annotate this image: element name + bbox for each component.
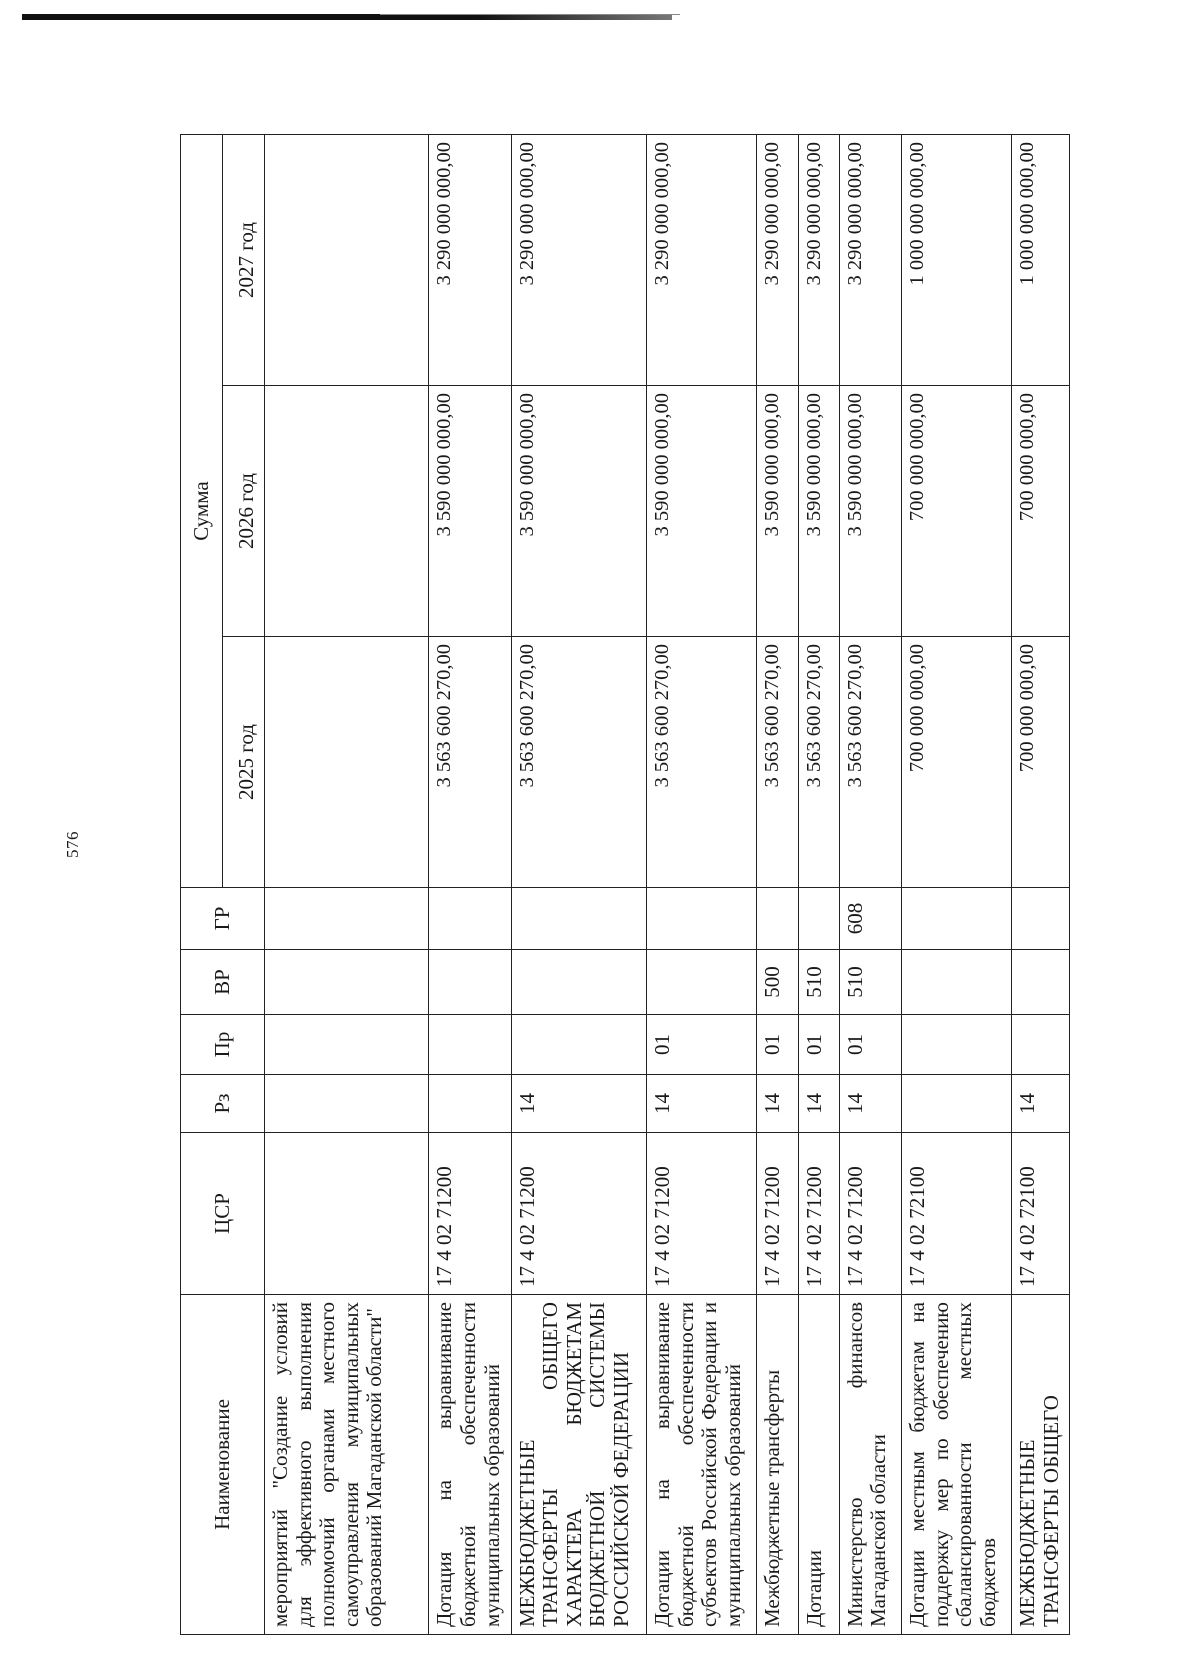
cell-amount-2027: 3 290 000 000,00 bbox=[511, 134, 647, 385]
cell-gr bbox=[902, 888, 1012, 950]
table-row bbox=[757, 134, 798, 1634]
cell-amount-2027: 1 000 000 000,00 bbox=[1012, 134, 1070, 385]
cell-name: Дотации местным бюджетам на поддержку мер по обеспечению сбалансированности местных бюджетов bbox=[902, 1295, 1012, 1635]
cell-rz: 14 bbox=[839, 1075, 902, 1133]
header-row-1 bbox=[181, 134, 223, 1634]
cell-amount-2026: 700 000 000,00 bbox=[1012, 386, 1070, 637]
cell-rz: 14 bbox=[511, 1075, 647, 1133]
cell-rz: 14 bbox=[647, 1075, 757, 1133]
cell-amount-2026: 700 000 000,00 bbox=[902, 386, 1012, 637]
cell-gr bbox=[265, 888, 429, 950]
cell-amount-2027: 3 290 000 000,00 bbox=[757, 134, 798, 385]
cell-rz bbox=[265, 1075, 429, 1133]
cell-vr: 500 bbox=[757, 950, 798, 1015]
budget-table bbox=[180, 134, 1070, 1635]
cell-vr bbox=[511, 950, 647, 1015]
cell-pr: 01 bbox=[647, 1015, 757, 1075]
table-row bbox=[429, 134, 511, 1634]
cell-csr: 17 4 02 71200 bbox=[429, 1133, 511, 1295]
cell-amount-2025: 700 000 000,00 bbox=[902, 637, 1012, 888]
header-year-2027: 2027 год bbox=[223, 134, 265, 385]
cell-gr bbox=[1012, 888, 1070, 950]
cell-gr bbox=[798, 888, 839, 950]
cell-amount-2025: 3 563 600 270,00 bbox=[647, 637, 757, 888]
cell-rz: 14 bbox=[1012, 1075, 1070, 1133]
cell-rz: 14 bbox=[798, 1075, 839, 1133]
table-row bbox=[647, 134, 757, 1634]
cell-amount-2027: 3 290 000 000,00 bbox=[798, 134, 839, 385]
cell-amount-2025 bbox=[265, 637, 429, 888]
cell-rz: 14 bbox=[757, 1075, 798, 1133]
rotated-table-container bbox=[180, 135, 1070, 1635]
cell-rz bbox=[902, 1075, 1012, 1133]
cell-csr: 17 4 02 71200 bbox=[839, 1133, 902, 1295]
page-number: 576 bbox=[63, 831, 82, 858]
cell-vr bbox=[429, 950, 511, 1015]
cell-vr bbox=[647, 950, 757, 1015]
cell-name: Межбюджетные трансферты bbox=[757, 1295, 798, 1635]
cell-name: Дотация на выравнивание бюджетной обеспеченности муниципальных образований bbox=[429, 1295, 511, 1635]
header-csr: ЦСР bbox=[181, 1133, 265, 1295]
cell-amount-2025: 3 563 600 270,00 bbox=[511, 637, 647, 888]
cell-csr: 17 4 02 72100 bbox=[1012, 1133, 1070, 1295]
cell-pr bbox=[1012, 1015, 1070, 1075]
cell-pr bbox=[902, 1015, 1012, 1075]
header-year-2025: 2025 год bbox=[223, 637, 265, 888]
scan-edge-line bbox=[380, 14, 680, 15]
cell-amount-2027 bbox=[265, 134, 429, 385]
header-name: Наименование bbox=[181, 1295, 265, 1635]
cell-amount-2026: 3 590 000 000,00 bbox=[647, 386, 757, 637]
cell-csr: 17 4 02 71200 bbox=[511, 1133, 647, 1295]
header-year-2026: 2026 год bbox=[223, 386, 265, 637]
header-rz: Рз bbox=[181, 1075, 265, 1133]
cell-amount-2027: 1 000 000 000,00 bbox=[902, 134, 1012, 385]
cell-amount-2027: 3 290 000 000,00 bbox=[429, 134, 511, 385]
header-pr: Пр bbox=[181, 1015, 265, 1075]
cell-csr: 17 4 02 72100 bbox=[902, 1133, 1012, 1295]
cell-amount-2026: 3 590 000 000,00 bbox=[839, 386, 902, 637]
cell-pr bbox=[511, 1015, 647, 1075]
cell-vr bbox=[265, 950, 429, 1015]
cell-amount-2026: 3 590 000 000,00 bbox=[511, 386, 647, 637]
cell-amount-2025: 3 563 600 270,00 bbox=[429, 637, 511, 888]
header-vr: ВР bbox=[181, 950, 265, 1015]
header-gr: ГР bbox=[181, 888, 265, 950]
table-row bbox=[265, 134, 429, 1634]
cell-name: МЕЖБЮДЖЕТНЫЕ ТРАНСФЕРТЫ ОБЩЕГО ХАРАКТЕРА БЮДЖЕТАМ БЮДЖЕТНОЙ СИСТЕМЫ РОССИЙСКОЙ ФЕДЕРАЦИИ bbox=[511, 1295, 647, 1635]
cell-amount-2027: 3 290 000 000,00 bbox=[647, 134, 757, 385]
cell-pr: 01 bbox=[839, 1015, 902, 1075]
cell-gr bbox=[511, 888, 647, 950]
cell-csr: 17 4 02 71200 bbox=[757, 1133, 798, 1295]
cell-amount-2025: 3 563 600 270,00 bbox=[798, 637, 839, 888]
cell-gr bbox=[429, 888, 511, 950]
cell-vr bbox=[902, 950, 1012, 1015]
cell-amount-2025: 3 563 600 270,00 bbox=[839, 637, 902, 888]
cell-pr: 01 bbox=[757, 1015, 798, 1075]
cell-name: МЕЖБЮДЖЕТНЫЕ ТРАНСФЕРТЫ ОБЩЕГО bbox=[1012, 1295, 1070, 1635]
cell-pr bbox=[429, 1015, 511, 1075]
table-row bbox=[511, 134, 647, 1634]
cell-amount-2025: 700 000 000,00 bbox=[1012, 637, 1070, 888]
cell-name: Дотации bbox=[798, 1295, 839, 1635]
cell-amount-2026: 3 590 000 000,00 bbox=[757, 386, 798, 637]
cell-amount-2027: 3 290 000 000,00 bbox=[839, 134, 902, 385]
header-sum: Сумма bbox=[181, 134, 223, 887]
cell-csr bbox=[265, 1133, 429, 1295]
cell-name: мероприятий "Создание условий для эффективного выполнения полномочий органами местного самоуправления муниципальных образований Магаданской области" bbox=[265, 1295, 429, 1635]
cell-csr: 17 4 02 71200 bbox=[647, 1133, 757, 1295]
table-row bbox=[839, 134, 902, 1634]
table-body bbox=[265, 134, 1070, 1634]
cell-name: Дотации на выравнивание бюджетной обеспеченности субъектов Российской Федерации и муниципальных образований bbox=[647, 1295, 757, 1635]
cell-amount-2026 bbox=[265, 386, 429, 637]
table-row bbox=[798, 134, 839, 1634]
table-row bbox=[902, 134, 1012, 1634]
cell-amount-2026: 3 590 000 000,00 bbox=[429, 386, 511, 637]
cell-pr bbox=[265, 1015, 429, 1075]
cell-gr bbox=[647, 888, 757, 950]
table-row bbox=[1012, 134, 1070, 1634]
cell-csr: 17 4 02 71200 bbox=[798, 1133, 839, 1295]
cell-rz bbox=[429, 1075, 511, 1133]
cell-vr: 510 bbox=[798, 950, 839, 1015]
cell-name: Министерство финансов Магаданской области bbox=[839, 1295, 902, 1635]
cell-amount-2025: 3 563 600 270,00 bbox=[757, 637, 798, 888]
cell-vr: 510 bbox=[839, 950, 902, 1015]
cell-vr bbox=[1012, 950, 1070, 1015]
cell-pr: 01 bbox=[798, 1015, 839, 1075]
cell-gr: 608 bbox=[839, 888, 902, 950]
cell-gr bbox=[757, 888, 798, 950]
cell-amount-2026: 3 590 000 000,00 bbox=[798, 386, 839, 637]
